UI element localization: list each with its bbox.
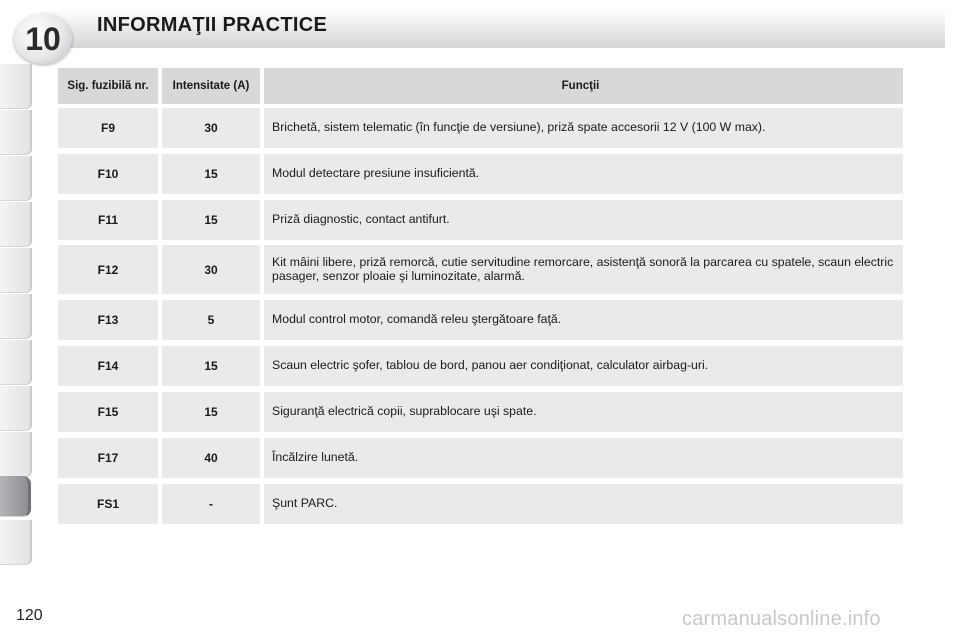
chapter-tab[interactable] [0, 64, 32, 109]
fuse-number: F9 [100, 121, 115, 135]
fuse-functions: Kit mâini libere, priză remorcă, cutie servitudine remorcare, asistenţă sonoră la parcarea cu spatele, scaun electric pasager, senzor ploaie şi luminozitate, alarmă. [272, 255, 894, 283]
chapter-tab-active[interactable] [0, 476, 31, 517]
fuse-functions: Modul detectare presiune insuficientă. [272, 166, 480, 181]
chapter-badge [14, 14, 72, 64]
fuse-amperage: 15 [204, 359, 218, 373]
page-number: 120 [16, 607, 43, 624]
fuse-functions: Încălzire lunetă. [272, 450, 359, 465]
table-row [58, 484, 903, 524]
fuse-number: F13 [97, 313, 119, 327]
table-header-row [58, 68, 903, 104]
fuse-functions: Modul control motor, comandă releu ştergătoare faţă. [272, 312, 562, 327]
fuse-amperage: 15 [204, 213, 218, 227]
table-row [58, 245, 903, 294]
chapter-tab[interactable] [0, 156, 32, 201]
header-functions: Funcţii [264, 68, 903, 104]
chapter-tab[interactable] [0, 432, 32, 477]
fuse-number: F15 [97, 405, 119, 419]
table-row [58, 438, 903, 478]
table-row [58, 154, 903, 194]
fuse-amperage: 5 [207, 313, 215, 327]
chapter-tab[interactable] [0, 520, 32, 565]
fuse-number: F12 [97, 262, 119, 277]
table-row [58, 300, 903, 340]
table-row [58, 200, 903, 240]
chapter-tab[interactable] [0, 248, 32, 293]
chapter-tab[interactable] [0, 202, 32, 247]
fuse-functions: Şunt PARC. [272, 496, 338, 511]
header-amperage: Intensitate (A) [162, 68, 260, 104]
fuse-number: F17 [97, 451, 119, 465]
fuse-amperage: 40 [204, 451, 218, 465]
watermark: carmanualsonline.info [682, 608, 881, 630]
fuse-number: F10 [97, 167, 119, 181]
page-title: INFORMAŢII PRACTICE [97, 14, 328, 36]
fuse-amperage: 15 [204, 167, 218, 181]
table-row [58, 346, 903, 386]
fuse-functions: Scaun electric şofer, tablou de bord, panou aer condiţionat, calculator airbag-uri. [272, 358, 709, 373]
fuse-functions: Siguranţă electrică copii, suprablocare uşi spate. [272, 404, 537, 419]
page-header [0, 0, 960, 60]
fuse-number: FS1 [96, 497, 119, 511]
fuse-number: F14 [97, 359, 119, 373]
table-row [58, 108, 903, 148]
fuse-number: F11 [97, 213, 118, 227]
fuse-functions: Brichetă, sistem telematic (în funcţie de versiune), priză spate accesorii 12 V (100 W max). [272, 120, 766, 135]
fuse-amperage: 15 [204, 405, 218, 419]
header-fuse-number: Sig. fuzibilă nr. [58, 68, 158, 104]
chapter-tab[interactable] [0, 110, 32, 155]
fuse-amperage: 30 [204, 121, 218, 135]
chapter-number: 10 [25, 21, 61, 57]
table-row [58, 392, 903, 432]
chapter-tab[interactable] [0, 386, 32, 431]
chapter-tab[interactable] [0, 294, 32, 339]
chapter-tab[interactable] [0, 340, 32, 385]
fuse-functions: Priză diagnostic, contact antifurt. [272, 212, 450, 227]
fuse-amperage: - [209, 497, 213, 511]
chapter-tabs [0, 64, 34, 576]
fuse-amperage: 30 [204, 262, 218, 277]
